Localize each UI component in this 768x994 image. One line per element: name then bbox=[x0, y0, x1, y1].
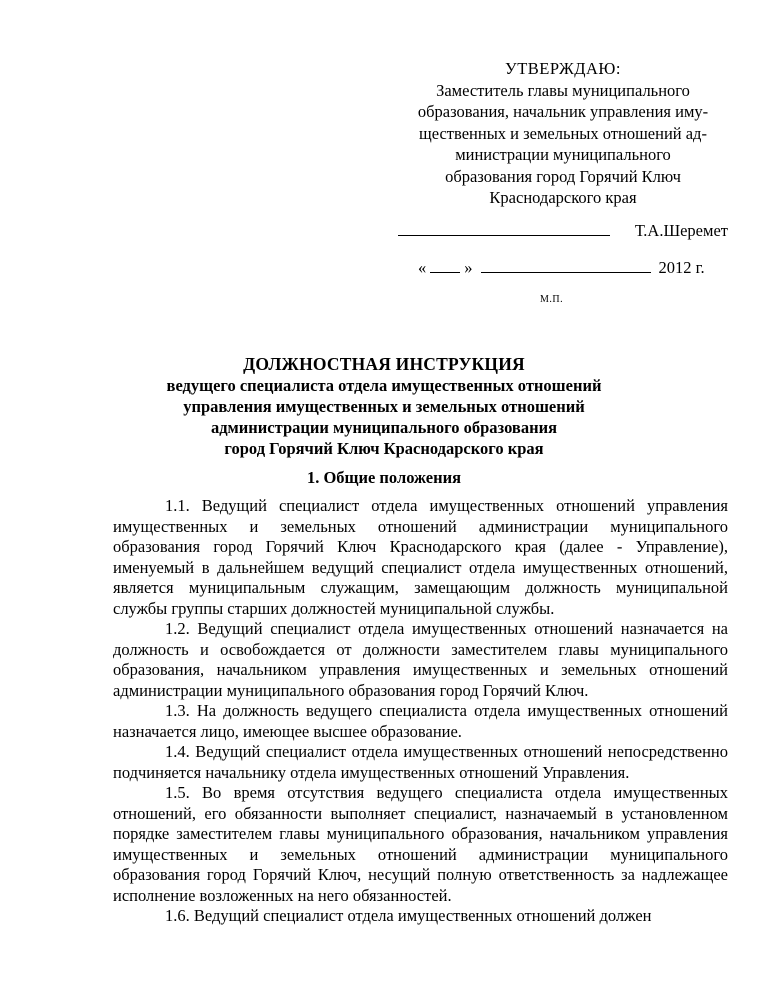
section-heading: 1. Общие положения bbox=[306, 468, 462, 487]
paragraph: 1.5. Во время отсутствия ведущего специалиста отдела имущественных отношений, его обязанности выполняет специалист, назначаемый в установленном порядке заместителем главы муниципального образования, начальником управления имущественных и земельных отношений администрации муниципального образования город Горячий Ключ, несущий полную ответственность за надлежащее исполнение возложенных на него обязанностей. bbox=[113, 783, 728, 905]
approval-line: министрации муниципального bbox=[455, 145, 671, 164]
title-main: ДОЛЖНОСТНАЯ ИНСТРУКЦИЯ bbox=[243, 354, 525, 374]
section-body bbox=[113, 496, 728, 927]
approval-line: Краснодарского края bbox=[489, 188, 637, 207]
month-blank-line bbox=[481, 258, 651, 273]
paragraph: 1.1. Ведущий специалист отдела имущественных отношений управления имущественных и земельных отношений администрации муниципального образования город Горячий Ключ Краснодарского края (далее - Управление), именуемый в дальнейшем ведущий специалист отдела имущественных отношений, является муниципальным служащим, замещающим должность муниципальной службы группы старших должностей муниципальной службы. bbox=[113, 496, 728, 618]
signer-name: Т.А.Шеремет bbox=[634, 221, 728, 240]
signature-line bbox=[398, 219, 610, 236]
day-blank-line bbox=[430, 258, 460, 273]
document-title bbox=[100, 354, 668, 459]
approval-heading: УТВЕРЖДАЮ: bbox=[505, 59, 621, 78]
paragraph: 1.4. Ведущий специалист отдела имущественных отношений непосредственно подчиняется начальнику отдела имущественных отношений Управления. bbox=[113, 742, 728, 782]
paragraph: 1.2. Ведущий специалист отдела имущественных отношений назначается на должность и освобождается от должности заместителем главы муниципального образования, начальником управления имущественных и земельных отношений администрации муниципального образования город Горячий Ключ. bbox=[113, 619, 728, 700]
title-line: управления имущественных и земельных отношений bbox=[183, 397, 585, 416]
date-open-quote: « bbox=[418, 258, 427, 277]
approval-block bbox=[398, 58, 728, 209]
title-line: ведущего специалиста отдела имущественных отношений bbox=[166, 376, 602, 395]
signature-row bbox=[398, 219, 728, 241]
date-year: 2012 г. bbox=[658, 258, 705, 277]
date-close-quote: » bbox=[464, 258, 473, 277]
approval-line: Заместитель главы муниципального bbox=[436, 80, 690, 100]
stamp-place-label: М.П. bbox=[540, 294, 564, 305]
title-line: администрации муниципального образования bbox=[210, 418, 558, 437]
title-line: город Горячий Ключ Краснодарского края bbox=[224, 439, 544, 458]
approval-line: образования, начальник управления иму- bbox=[417, 102, 709, 121]
paragraph: 1.6. Ведущий специалист отдела имущественных отношений должен bbox=[165, 906, 652, 925]
date-row bbox=[418, 258, 705, 278]
paragraph: 1.3. На должность ведущего специалиста отдела имущественных отношений назначается лицо, имеющее высшее образование. bbox=[113, 701, 728, 741]
approval-line: образования город Горячий Ключ bbox=[445, 166, 681, 186]
approval-line: щественных и земельных отношений ад- bbox=[419, 123, 707, 143]
